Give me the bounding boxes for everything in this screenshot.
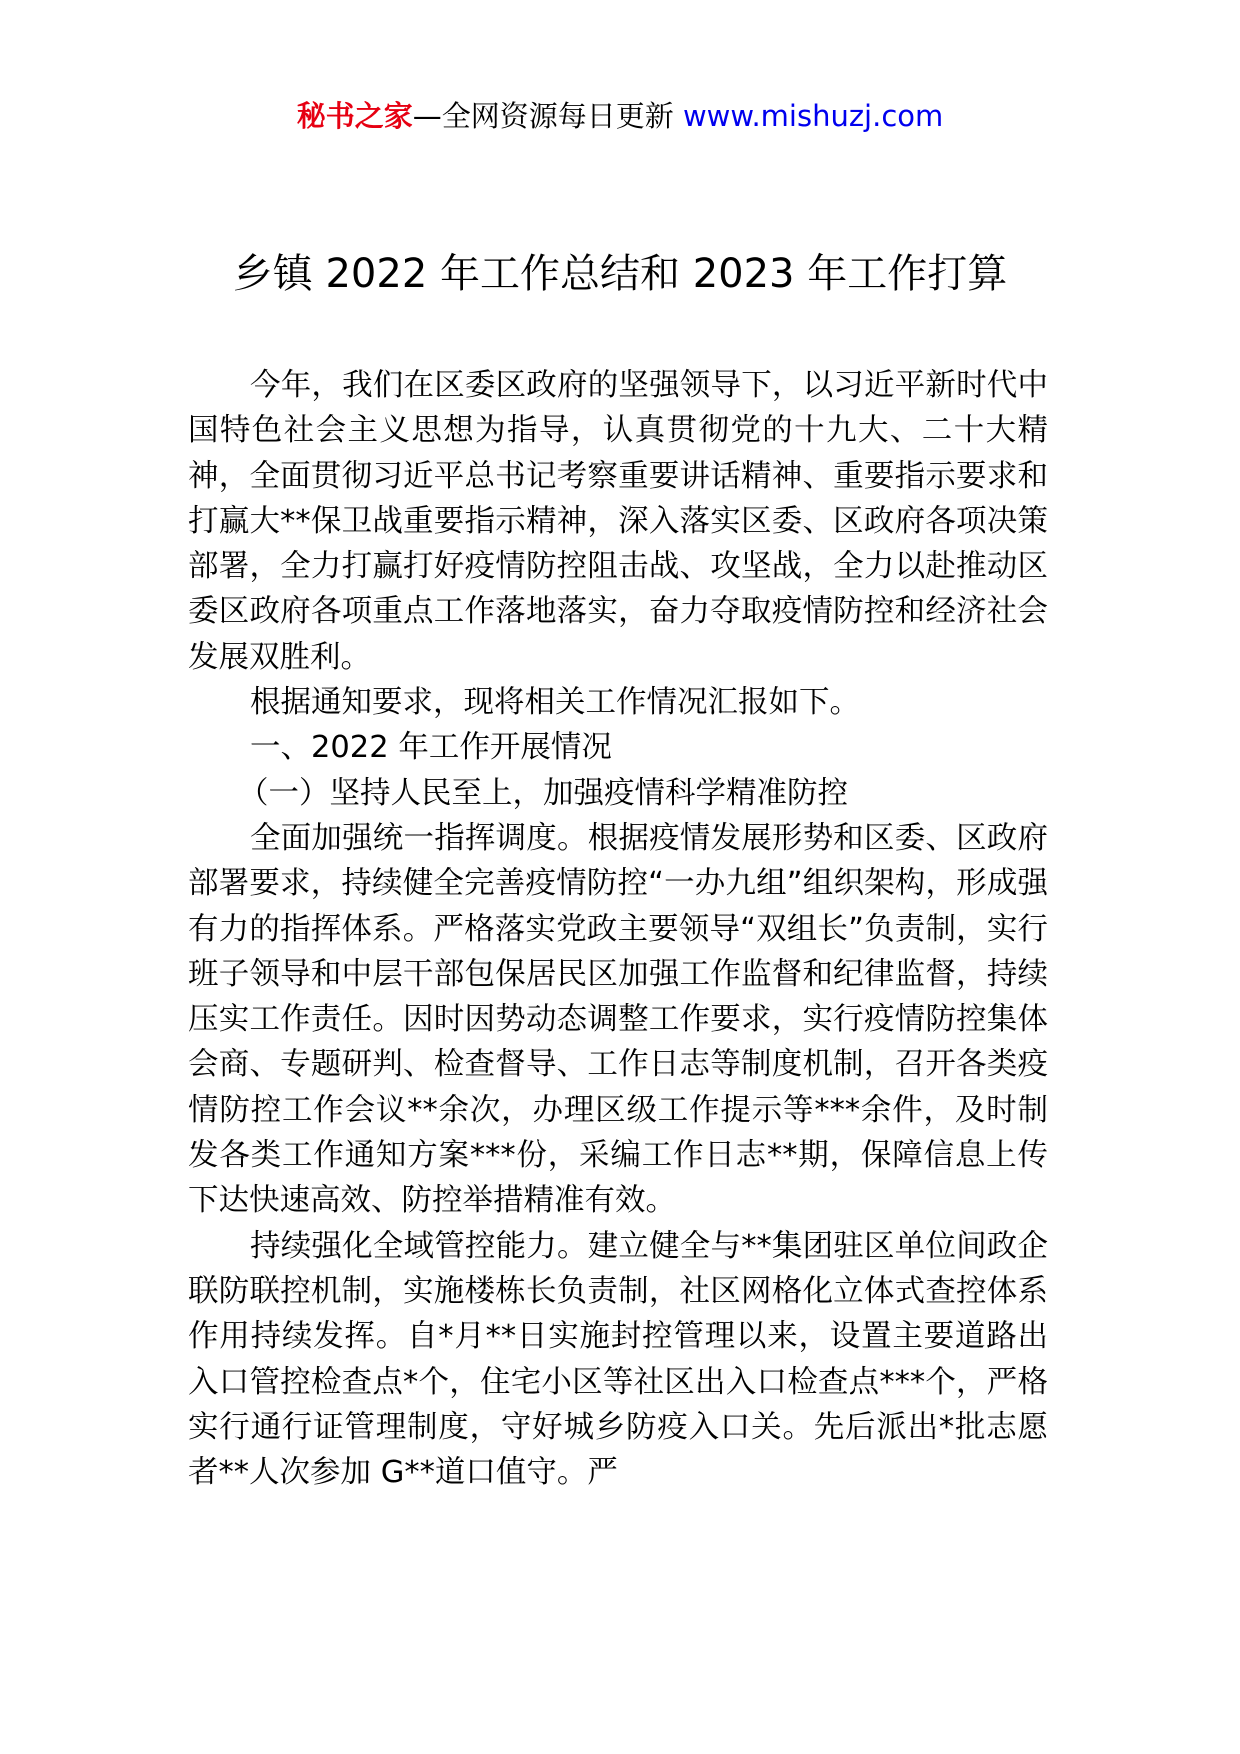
header-slogan: —全网资源每日更新: [412, 99, 683, 133]
paragraph-report-notice: 根据通知要求，现将相关工作情况汇报如下。: [250, 685, 860, 721]
brand-name: 秘书之家: [296, 99, 413, 133]
site-url-link[interactable]: www.mishuzj.com: [682, 99, 944, 133]
section-heading: 一、2022 年工作开展情况: [250, 730, 612, 766]
paragraph-intro: 今年，我们在区委区政府的坚强领导下，以习近平新时代中国特色社会主义思想为指导，认真贯彻党的十九大、二十大精神，全面贯彻习近平总书记考察重要讲话精神、重要指示要求和打赢大**保卫战重要指示精神，深入落实区委、区政府各项决策部署，全力打赢打好疫情防控阻击战、攻坚战，全力以赴推动区委区政府各项重点工作落地落实，奋力夺取疫情防控和经济社会发展双胜利。: [188, 368, 1048, 675]
document-body: [188, 363, 1048, 1495]
subsection-heading: （一）坚持人民至上，加强疫情科学精准防控: [238, 775, 848, 811]
paragraph-command: 全面加强统一指挥调度。根据疫情发展形势和区委、区政府部署要求，持续健全完善疫情防控“一办九组”组织架构，形成强有力的指挥体系。严格落实党政主要领导“双组长”负责制，实行班子领导和中层干部包保居民区加强工作监督和纪律监督，持续压实工作责任。因时因势动态调整工作要求，实行疫情防控集体会商、专题研判、检查督导、工作日志等制度机制，召开各类疫情防控工作会议**余次，办理区级工作提示等***余件，及时制发各类工作通知方案***份，采编工作日志**期，保障信息上传下达快速高效、防控举措精准有效。: [188, 820, 1048, 1219]
site-header: [0, 98, 1240, 134]
document-title: 乡镇 2022 年工作总结和 2023 年工作打算: [232, 251, 1008, 297]
paragraph-control: 持续强化全域管控能力。建立健全与**集团驻区单位间政企联防联控机制，实施楼栋长负责制，社区网格化立体式查控体系作用持续发挥。自*月**日实施封控管理以来，设置主要道路出入口管控检查点*个，住宅小区等社区出入口检查点***个，严格实行通行证管理制度，守好城乡防疫入口关。先后派出*批志愿者**人次参加 G**道口值守。严: [188, 1228, 1048, 1491]
